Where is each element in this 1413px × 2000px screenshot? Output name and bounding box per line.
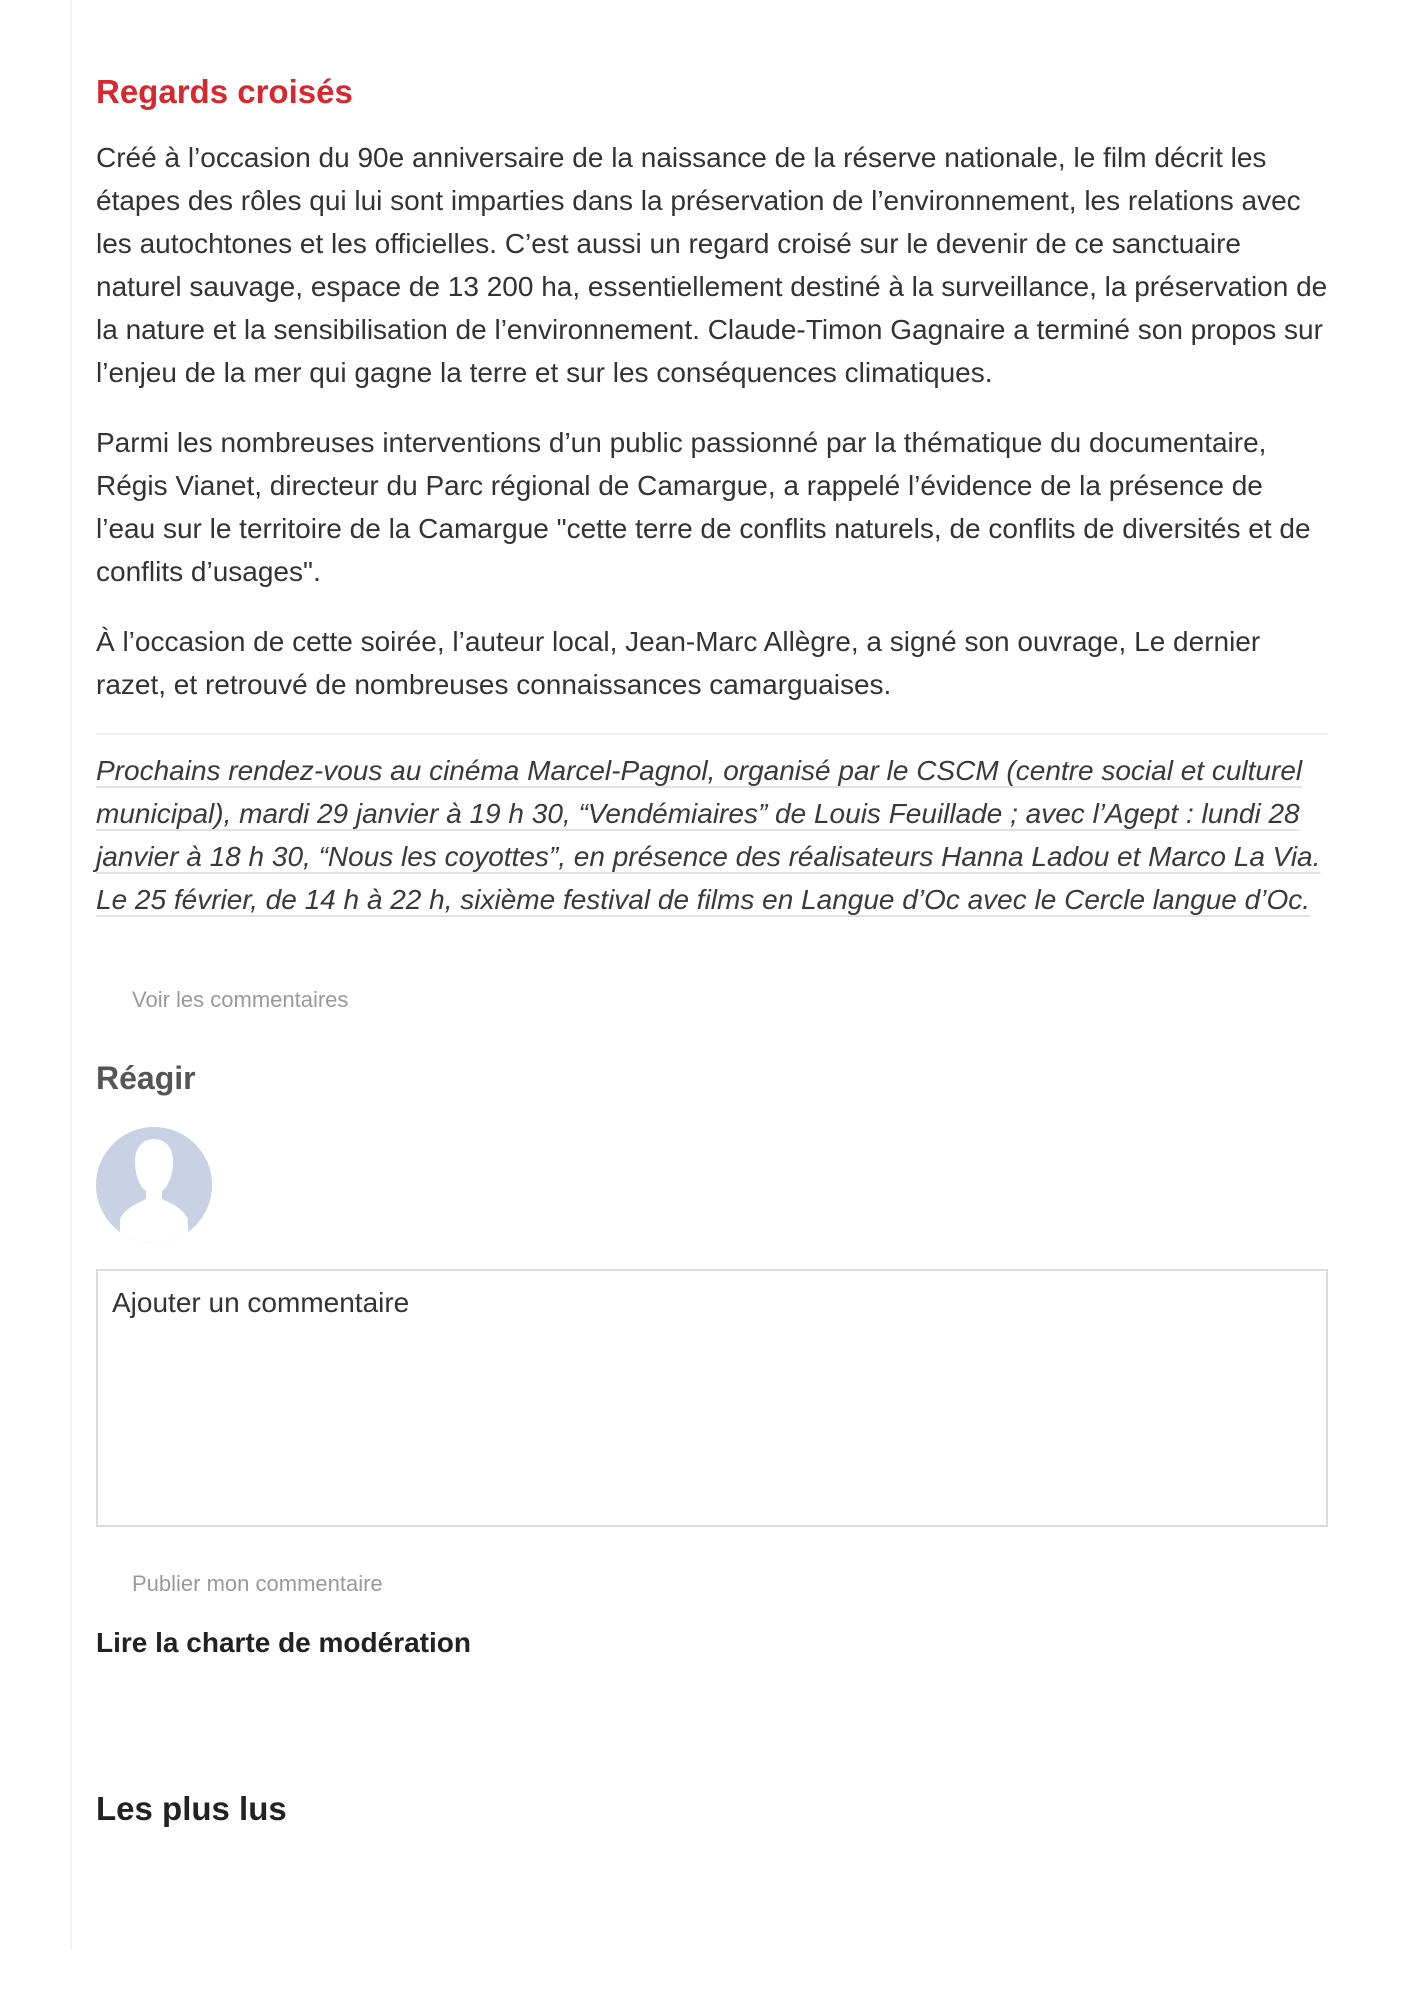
comments-section — [96, 921, 1328, 1659]
most-read-title: Les plus lus — [96, 1790, 287, 1827]
moderation-charter-link[interactable]: Lire la charte de modération — [96, 1627, 471, 1658]
view-comments-link[interactable]: Voir les commentaires — [132, 987, 349, 1012]
article-content — [96, 68, 1328, 1833]
user-avatar — [96, 1127, 212, 1243]
publish-comment-button[interactable]: Publier mon commentaire — [132, 1571, 383, 1596]
comment-input[interactable] — [96, 1269, 1328, 1527]
content-divider — [96, 733, 1328, 735]
upcoming-events-note: Prochains rendez-vous au cinéma Marcel-Pagnol, organisé par le CSCM (centre social et culturel municipal), mardi 29 janvier à 19 h 30, “Vendémiaires” de Louis Feuillade ; avec l’Agept : lundi 28 janvier à 18 h 30, “Nous les coyottes”, en présence des réalisateurs Hanna Ladou et Marco La Via. Le 25 février, de 14 h à 22 h, sixième festival de films en Langue d’Oc avec le Cercle langue d’Oc. — [96, 755, 1321, 915]
article-paragraph: Créé à l’occasion du 90e anniversaire de la naissance de la réserve nationale, le film décrit les étapes des rôles qui lui sont imparties dans la préservation de l’environnement, les relations avec les autochtones et les officielles. C’est aussi un regard croisé sur le devenir de ce sanctuaire naturel sauvage, espace de 13 200 ha, essentiellement destiné à la surveillance, la préservation de la nature et la sensibilisation de l’environnement. Claude-Timon Gagnaire a terminé son propos sur l’enjeu de la mer qui gagne la terre et sur les conséquences climatiques. — [96, 142, 1328, 388]
page-edge-divider — [70, 0, 72, 1950]
react-title: Réagir — [96, 1060, 196, 1096]
article-paragraph: À l’occasion de cette soirée, l’auteur local, Jean-Marc Allègre, a signé son ouvrage, Le dernier razet, et retrouvé de nombreuses connaissances camarguaises. — [96, 626, 1261, 700]
user-silhouette-icon — [96, 1127, 212, 1243]
article-paragraph: Parmi les nombreuses interventions d’un public passionné par la thématique du documentaire, Régis Vianet, directeur du Parc régional de Camargue, a rappelé l’évidence de la présence de l’eau sur le territoire de la Camargue "cette terre de conflits naturels, de conflits de diversités et de conflits d’usages". — [96, 427, 1311, 587]
section-title: Regards croisés — [96, 73, 353, 110]
